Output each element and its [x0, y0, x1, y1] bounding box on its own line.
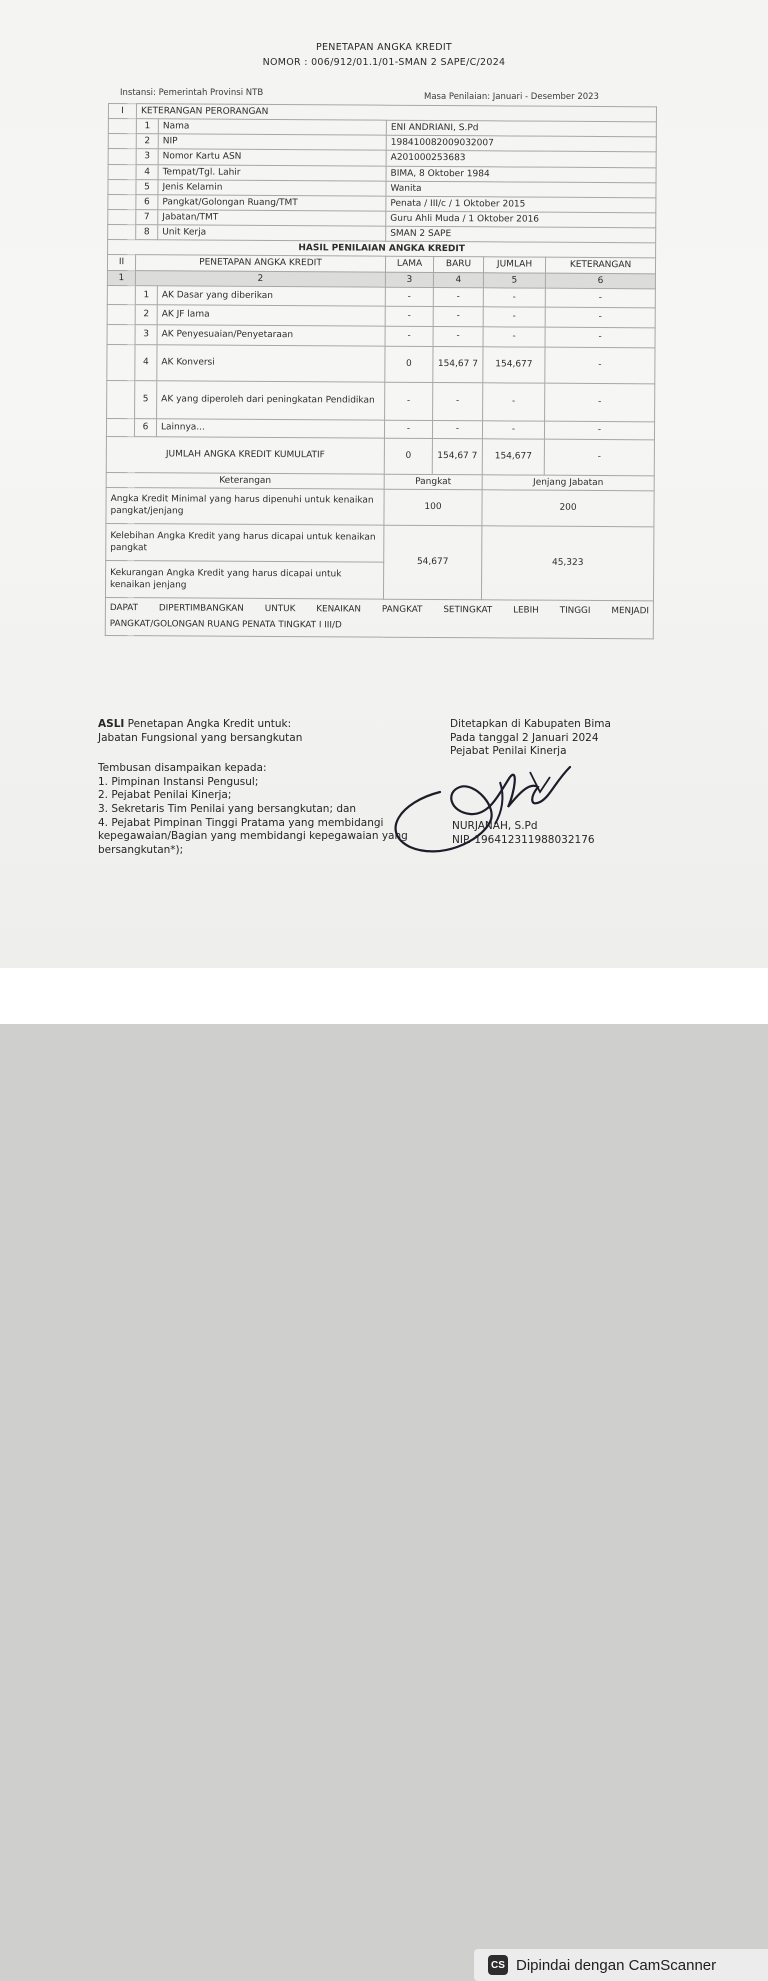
credit-row-keterangan: - [545, 347, 655, 384]
camscanner-badge [474, 1949, 768, 1981]
credit-row-number: 1 [135, 285, 157, 304]
column-header-jumlah: JUMLAH [483, 257, 545, 273]
asli-text: Penetapan Angka Kredit untuk: [124, 718, 292, 730]
credit-row-baru: - [433, 326, 483, 346]
credit-row-label: AK yang diperoleh dari peningkatan Pendidikan [157, 380, 385, 419]
recipient-item: 3. Sekretaris Tim Penilai yang bersangkutan; dan [98, 802, 357, 815]
credit-row-keterangan: - [545, 288, 655, 308]
handwritten-signature [380, 752, 580, 862]
ditetapkan-date: Pada tanggal 2 Januari 2024 [450, 731, 599, 744]
recipient-item: 2. Pejabat Penilai Kinerja; [98, 789, 232, 802]
personal-row-number: 3 [136, 149, 158, 164]
document-number: NOMOR : 006/912/01.1/01-SMAN 2 SAPE/C/2024 [262, 57, 506, 68]
credit-row-lama: 0 [385, 346, 433, 382]
personal-row-label: Pangkat/Golongan Ruang/TMT [158, 195, 386, 212]
shortage-credit-label: Kekurangan Angka Kredit yang harus dicapai untuk kenaikan jenjang [105, 560, 383, 599]
credit-row-label: Lainnya... [156, 418, 384, 437]
personal-row-number: 4 [136, 164, 158, 179]
recipient-item: 4. Pejabat Pimpinan Tinggi Pratama yang membidangi [98, 816, 384, 829]
difference-jenjang: 45,323 [481, 526, 654, 601]
personal-row-value: Wanita [386, 181, 656, 198]
credit-row-lama: - [385, 382, 433, 420]
minimal-credit-pangkat: 100 [384, 489, 482, 526]
assessment-table [105, 103, 657, 639]
cumulative-total-keterangan: - [544, 439, 654, 476]
column-header-keterangan: KETERANGAN [545, 258, 655, 274]
camscanner-logo-icon: CS [488, 1955, 508, 1975]
column-header-penetapan: PENETAPAN ANGKA KREDIT [135, 255, 385, 272]
credit-row-lama: - [385, 287, 433, 306]
conclusion-line-2: PANGKAT/GOLONGAN RUANG PENATA TINGKAT I III/D [109, 619, 342, 631]
pejabat-title: Pejabat Penilai Kinerja [450, 745, 567, 758]
credit-row-label: AK Penyesuaian/Penyetaraan [157, 324, 385, 345]
credit-row-lama: - [385, 326, 433, 346]
credit-row-baru: - [433, 382, 483, 420]
personal-row-number: 1 [136, 119, 158, 134]
section2-number: II [107, 255, 135, 270]
asli-bold: ASLI [98, 718, 125, 730]
personal-row-label: Nomor Kartu ASN [158, 149, 386, 166]
credit-row-number: 2 [135, 304, 157, 324]
credit-row-jumlah: - [483, 306, 545, 326]
cumulative-total-label: JUMLAH ANGKA KREDIT KUMULATIF [106, 436, 384, 474]
credit-row-keterangan: - [544, 421, 654, 440]
section1-number: I [108, 104, 136, 119]
conclusion-text [105, 597, 653, 638]
personal-row-label: Jenis Kelamin [158, 180, 386, 197]
camscanner-text: Dipindai dengan CamScanner [516, 1956, 717, 1974]
credit-row-number: 5 [135, 380, 157, 418]
personal-row-value: BIMA, 8 Oktober 1984 [386, 166, 656, 183]
recipient-item: bersangkutan*); [98, 843, 184, 856]
column-number: 4 [433, 272, 483, 287]
summary-col-jenjang: Jenjang Jabatan [482, 474, 654, 490]
ditetapkan-place: Ditetapkan di Kabupaten Bima [450, 718, 611, 730]
cumulative-total-row [106, 436, 654, 475]
personal-row-value: ENI ANDRIANI, S.Pd [386, 120, 656, 137]
instansi-label: Instansi: Pemerintah Provinsi NTB [120, 88, 264, 98]
credit-row-label: AK JF lama [157, 304, 385, 325]
signer-nip: NIP. 196412311988032176 [452, 833, 595, 846]
personal-row-label: NIP [158, 134, 386, 151]
credit-row-lama: - [384, 420, 432, 438]
credit-row-lama: - [385, 306, 433, 326]
credit-row-jumlah: - [483, 382, 545, 420]
credit-row-label: AK Dasar yang diberikan [157, 285, 385, 305]
cumulative-total-lama: 0 [384, 438, 432, 474]
minimal-credit-label: Angka Kredit Minimal yang harus dipenuhi untuk kenaikan pangkat/jenjang [106, 487, 384, 525]
personal-row-value: SMAN 2 SAPE [386, 226, 656, 243]
minimal-credit-jenjang: 200 [482, 490, 654, 527]
cumulative-total-jumlah: 154,677 [482, 438, 544, 474]
credit-row-baru: - [433, 287, 483, 306]
scanner-footer [0, 968, 768, 1974]
credit-row [107, 380, 655, 421]
credit-row-keterangan: - [545, 383, 655, 422]
credit-row-jumlah: - [483, 287, 545, 306]
conclusion-line-1: DAPAT DIPERTIMBANGKAN UNTUK KENAIKAN PANGKAT SETINGKAT LEBIH TINGGI MENJADI [109, 602, 650, 616]
credit-row-number: 4 [135, 344, 157, 380]
document-title: PENETAPAN ANGKA KREDIT [315, 42, 453, 53]
scanned-document-page [0, 0, 768, 968]
column-number: 5 [483, 272, 545, 288]
cumulative-total-baru: 154,67 7 [432, 438, 482, 474]
column-header-lama: LAMA [385, 257, 433, 272]
column-number: 2 [135, 270, 385, 287]
conclusion-row [105, 597, 653, 638]
personal-row-value: A201000253683 [386, 151, 656, 168]
minimal-credit-row [106, 487, 654, 526]
summary-col-keterangan: Keterangan [106, 472, 384, 489]
personal-row-value: Penata / III/c / 1 Oktober 2015 [386, 196, 656, 213]
masa-penilaian-label: Masa Penilaian: Januari - Desember 2023 [424, 92, 599, 102]
personal-row-label: Tempat/Tgl. Lahir [158, 164, 386, 181]
recipient-item: 1. Pimpinan Instansi Pengusul; [98, 775, 259, 788]
credit-row-number: 6 [134, 418, 156, 436]
credit-row [107, 344, 655, 383]
credit-row-label: AK Konversi [157, 344, 385, 381]
personal-row-value: Guru Ahli Muda / 1 Oktober 2016 [386, 211, 656, 228]
difference-pangkat: 54,677 [383, 525, 481, 600]
asli-block [98, 718, 302, 745]
assessment-sheet [105, 103, 656, 639]
summary-col-pangkat: Pangkat [384, 474, 482, 490]
signer-name: NURJANAH, S.Pd [452, 820, 538, 832]
credit-row-keterangan: - [545, 327, 655, 348]
personal-row-label: Nama [158, 119, 386, 136]
personal-row-label: Unit Kerja [158, 225, 386, 242]
asli-line2: Jabatan Fungsional yang bersangkutan [98, 731, 303, 744]
credit-row-baru: 154,67 7 [433, 346, 483, 382]
section1-title: KETERANGAN PERORANGAN [136, 104, 656, 122]
credit-row-keterangan: - [545, 307, 655, 328]
personal-row-number: 6 [136, 195, 158, 210]
personal-row-number: 7 [136, 210, 158, 225]
column-number: 3 [385, 272, 433, 287]
tembusan-block [98, 762, 408, 857]
excess-credit-row [106, 523, 654, 563]
column-header-baru: BARU [433, 257, 483, 272]
credit-row-baru: - [432, 420, 482, 438]
recipient-item: kepegawaian/Bagian yang membidangi kepegawaian yang [98, 830, 408, 843]
column-number: 6 [545, 273, 655, 289]
personal-row-label: Jabatan/TMT [158, 210, 386, 227]
tembusan-heading: Tembusan disampaikan kepada: [98, 762, 267, 774]
credit-row-number: 3 [135, 324, 157, 344]
credit-row-jumlah: 154,677 [483, 346, 545, 382]
personal-row-number: 2 [136, 134, 158, 149]
section2-heading: HASIL PENILAIAN ANGKA KREDIT [108, 240, 656, 258]
excess-credit-label: Kelebihan Angka Kredit yang harus dicapai untuk kenaikan pangkat [106, 523, 384, 562]
personal-row-value: 198410082009032007 [386, 135, 656, 152]
personal-row-number: 8 [136, 225, 158, 240]
column-number: 1 [107, 270, 135, 285]
credit-row-jumlah: - [483, 326, 545, 346]
credit-row-jumlah: - [482, 420, 544, 438]
credit-row-baru: - [433, 306, 483, 326]
personal-row-number: 5 [136, 179, 158, 194]
